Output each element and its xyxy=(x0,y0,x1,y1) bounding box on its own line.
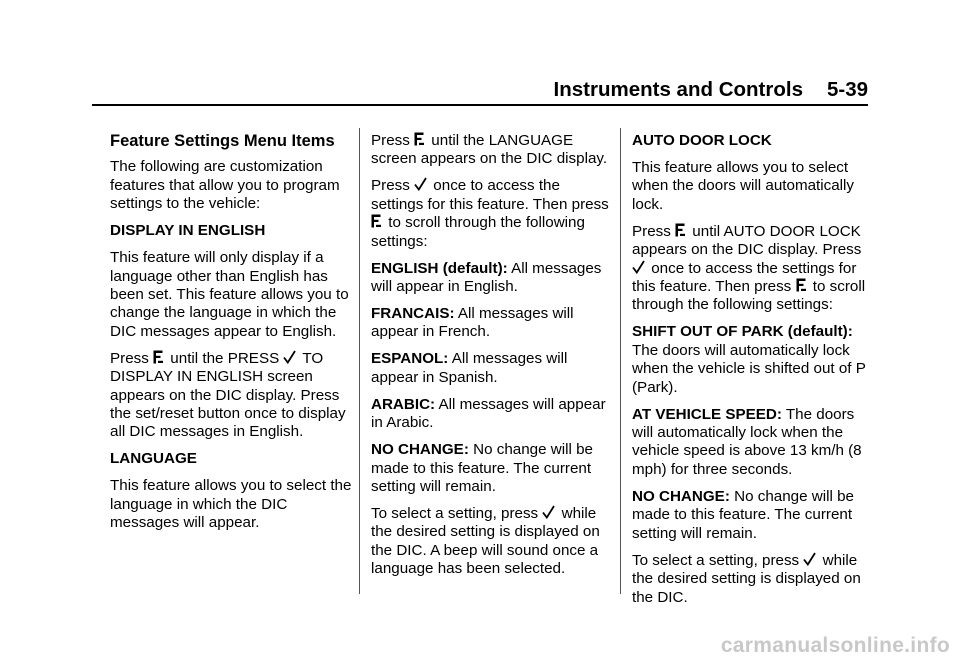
setting-text: All messages will appear in Spanish. xyxy=(371,350,568,386)
language-access-paragraph xyxy=(371,177,611,251)
language-title: LANGUAGE xyxy=(110,450,197,468)
setting-label: NO CHANGE: xyxy=(632,487,730,505)
display-in-english-desc: This feature will only display if a language other than English has been set. This feature allows you to change the language in which the DIC messages appear to English. xyxy=(110,249,349,340)
menu-scroll-icon xyxy=(675,223,686,237)
header-rule xyxy=(92,104,868,106)
column-1 xyxy=(110,132,352,541)
language-press-paragraph xyxy=(371,132,611,169)
column-3 xyxy=(632,132,868,616)
setting-label: ENGLISH (default): xyxy=(371,259,508,277)
auto-door-lock-title: AUTO DOOR LOCK xyxy=(632,132,772,149)
setting-text: No change will be made to this feature. The current setting will remain. xyxy=(371,441,593,496)
text: until AUTO DOOR LOCK appears on the DIC display. Press xyxy=(632,222,862,259)
setting-label: ESPANOL: xyxy=(371,350,449,368)
intro-paragraph: The following are customization features that allow you to program settings to the vehicle: xyxy=(110,158,340,213)
setting-shift-out-of-park xyxy=(632,323,868,397)
column-2 xyxy=(371,132,611,587)
select-setting-paragraph xyxy=(632,552,868,607)
text: to scroll through the following settings: xyxy=(371,214,585,250)
checkmark-icon xyxy=(414,177,427,191)
page-header xyxy=(0,78,868,102)
setting-english xyxy=(371,260,611,297)
text: Press xyxy=(371,177,410,195)
column-divider xyxy=(359,128,360,594)
text: to scroll through the following settings: xyxy=(632,278,866,314)
text: Press xyxy=(371,132,410,149)
text: until the PRESS xyxy=(170,349,280,367)
checkmark-icon xyxy=(632,260,645,274)
setting-label: FRANCAIS: xyxy=(371,305,455,323)
display-press-paragraph xyxy=(110,350,352,442)
text: To select a setting, press xyxy=(371,505,539,523)
text: until the LANGUAGE screen appears on the DIC display. xyxy=(371,132,608,168)
auto-door-lock-press-paragraph xyxy=(632,223,868,315)
setting-no-change xyxy=(371,441,611,496)
text: once to access the settings for this feature. Then press xyxy=(371,177,609,213)
setting-text: All messages will appear in English. xyxy=(371,259,602,296)
display-in-english-title: DISPLAY IN ENGLISH xyxy=(110,222,266,240)
section-heading: Feature Settings Menu Items xyxy=(110,132,335,150)
page-number: 5-39 xyxy=(826,78,868,101)
menu-scroll-icon xyxy=(414,132,425,146)
menu-scroll-icon xyxy=(153,350,164,364)
text: while the desired setting is displayed on the DIC. A beep will sound once a language has been selected. xyxy=(371,505,600,578)
setting-arabic xyxy=(371,396,611,433)
checkmark-icon xyxy=(803,552,816,566)
setting-text: All messages will appear in Arabic. xyxy=(371,395,606,432)
text: To select a setting, press xyxy=(632,551,800,569)
text: while the desired setting is displayed on the DIC. xyxy=(632,551,861,606)
setting-label: NO CHANGE: xyxy=(371,441,469,459)
setting-no-change xyxy=(632,488,868,543)
setting-at-vehicle-speed xyxy=(632,406,868,480)
setting-label: ARABIC: xyxy=(371,395,436,413)
setting-espanol xyxy=(371,350,611,387)
section-title: Instruments and Controls xyxy=(553,78,803,101)
checkmark-icon xyxy=(283,350,296,364)
setting-text: The doors will automatically lock when the vehicle speed is above 13 km/h (8 mph) for three seconds. xyxy=(632,405,862,478)
text: TO DISPLAY IN ENGLISH screen appears on the DIC display. Press the set/reset button once to display all DIC messages in English. xyxy=(110,349,346,441)
menu-scroll-icon xyxy=(371,214,382,228)
select-setting-paragraph xyxy=(371,505,611,579)
setting-francais xyxy=(371,305,611,342)
auto-door-lock-desc: This feature allows you to select when the doors will automatically lock. xyxy=(632,159,855,213)
setting-text: All messages will appear in French. xyxy=(371,305,574,341)
setting-text: No change will be made to this feature. The current setting will remain. xyxy=(632,487,854,542)
checkmark-icon xyxy=(542,505,555,519)
text: once to access the settings for this feature. Then press xyxy=(632,259,857,296)
setting-label: AT VEHICLE SPEED: xyxy=(632,405,782,423)
text: Press xyxy=(110,349,149,367)
menu-scroll-icon xyxy=(796,278,807,292)
text: Press xyxy=(632,222,671,240)
setting-text: The doors will automatically lock when the vehicle is shifted out of P (Park). xyxy=(632,341,866,396)
watermark: carmanualsonline.info xyxy=(720,634,950,657)
setting-label: SHIFT OUT OF PARK (default): xyxy=(632,323,853,341)
column-divider xyxy=(620,128,621,594)
language-desc: This feature allows you to select the language in which the DIC messages will appear. xyxy=(110,477,352,532)
